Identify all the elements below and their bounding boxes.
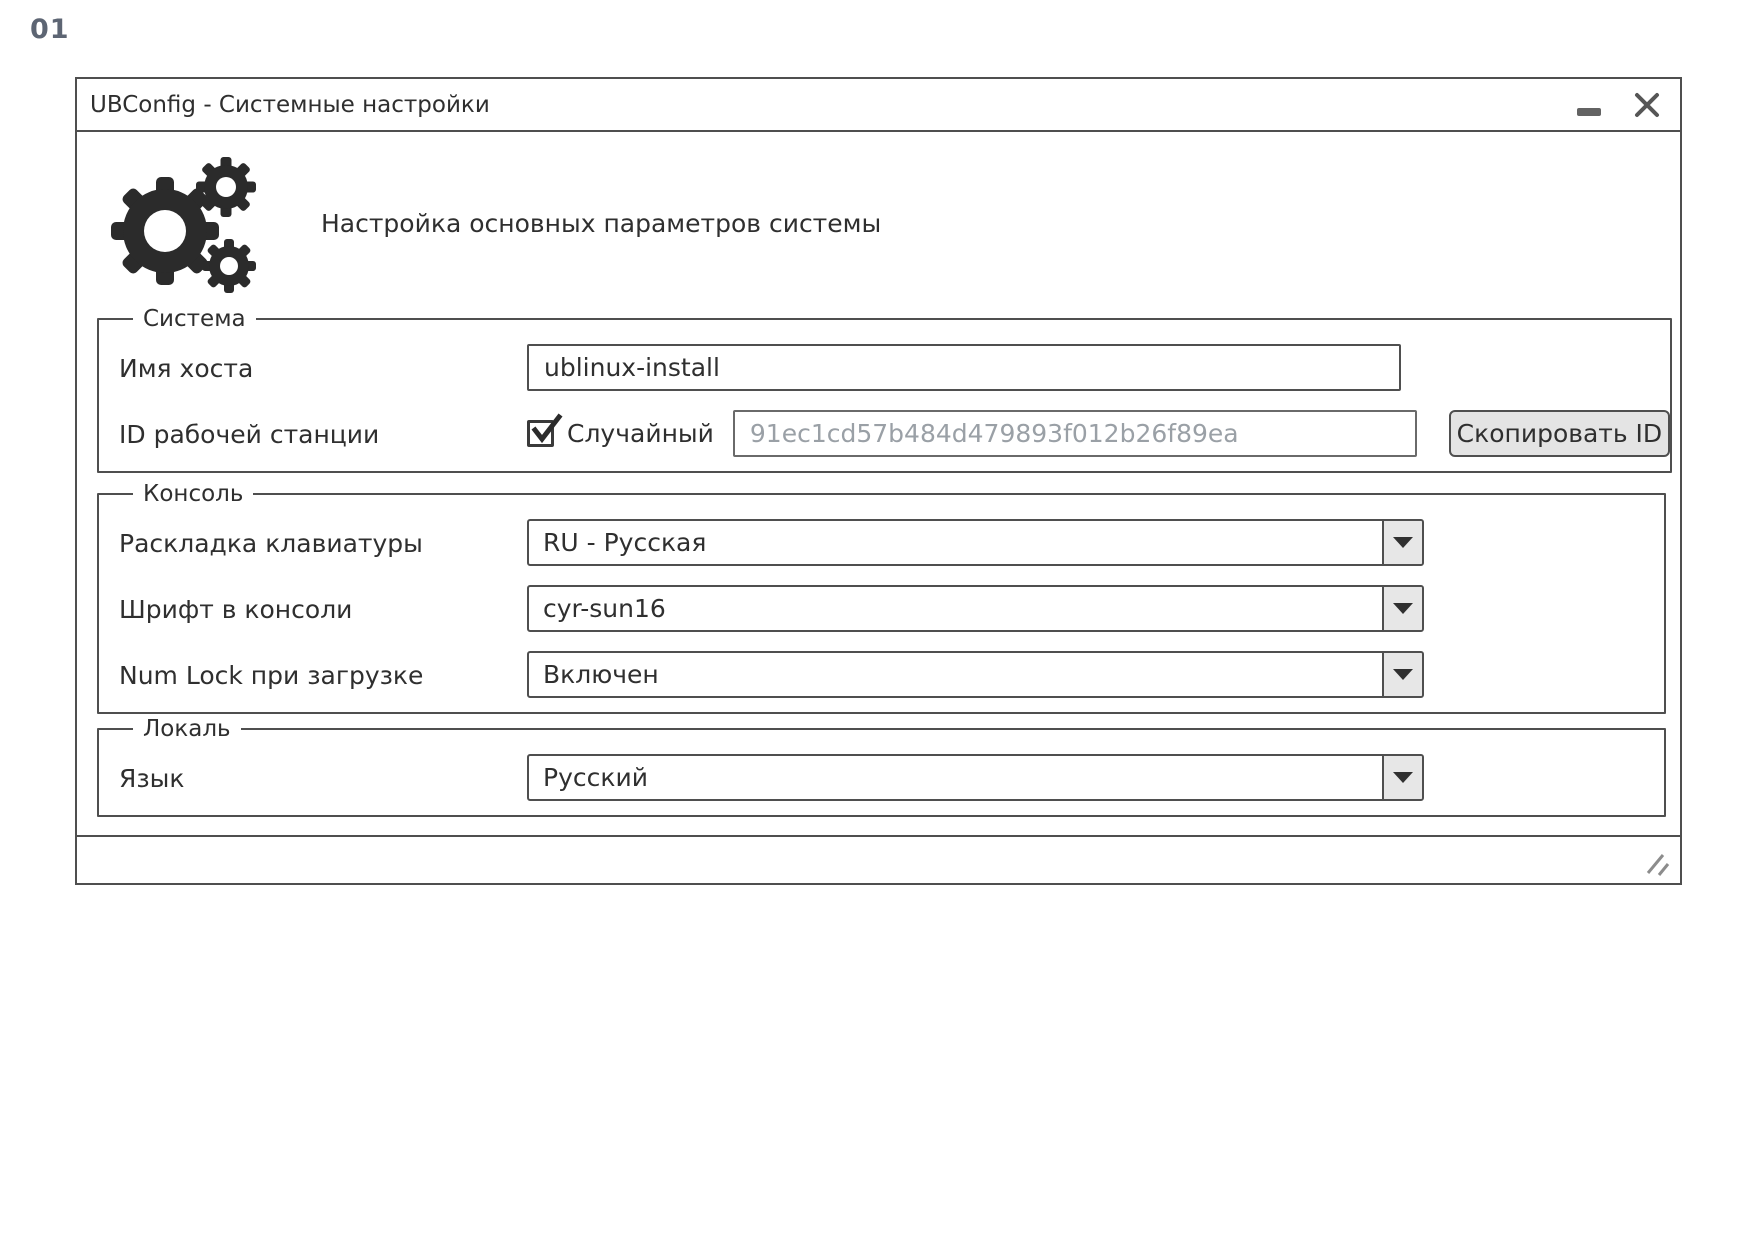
hostname-label: Имя хоста: [119, 354, 254, 383]
group-console-legend: Консоль: [143, 481, 244, 507]
minimize-icon: [1577, 108, 1601, 116]
console-font-select[interactable]: [527, 585, 1424, 632]
workstation-id-input[interactable]: [733, 410, 1417, 457]
random-id-checkbox-label[interactable]: Случайный: [567, 419, 714, 448]
resize-grip-icon[interactable]: [1644, 851, 1670, 877]
window-controls: [1576, 90, 1662, 120]
chevron-down-icon: [1393, 772, 1413, 783]
gears-icon: [107, 152, 259, 294]
dialog-subtitle: Настройка основных параметров системы: [321, 208, 882, 238]
numlock-select[interactable]: [527, 651, 1424, 698]
header-row: [107, 152, 1666, 294]
language-row: [119, 754, 1664, 801]
group-system: [97, 306, 1672, 473]
hostname-input[interactable]: [527, 344, 1401, 391]
dropdown-arrow-button[interactable]: [1382, 653, 1422, 696]
group-locale-legend: Локаль: [143, 716, 231, 742]
workstation-id-label: ID рабочей станции: [119, 420, 380, 449]
keyboard-layout-value: RU - Русская: [543, 528, 707, 557]
group-locale: [97, 716, 1666, 817]
dropdown-arrow-button[interactable]: [1382, 756, 1422, 799]
keyboard-layout-row: [119, 519, 1664, 566]
workstation-id-row: [119, 410, 1670, 457]
chevron-down-icon: [1393, 603, 1413, 614]
keyboard-layout-label: Раскладка клавиатуры: [119, 529, 423, 558]
title-bar: [77, 79, 1680, 132]
group-console: [97, 481, 1666, 714]
keyboard-layout-select[interactable]: [527, 519, 1424, 566]
hostname-row: [119, 344, 1670, 391]
chevron-down-icon: [1393, 669, 1413, 680]
numlock-label: Num Lock при загрузке: [119, 661, 424, 690]
figure-label: 01: [30, 14, 70, 45]
chevron-down-icon: [1393, 537, 1413, 548]
close-icon: [1633, 91, 1661, 119]
numlock-row: [119, 651, 1664, 698]
console-font-value: cyr-sun16: [543, 594, 666, 623]
language-select[interactable]: [527, 754, 1424, 801]
numlock-value: Включен: [543, 660, 659, 689]
checkmark-icon: [531, 414, 563, 446]
console-font-label: Шрифт в консоли: [119, 595, 353, 624]
console-font-row: [119, 585, 1664, 632]
random-id-checkbox[interactable]: [527, 420, 554, 447]
language-label: Язык: [119, 764, 185, 793]
dropdown-arrow-button[interactable]: [1382, 587, 1422, 630]
close-button[interactable]: [1632, 90, 1662, 120]
group-system-legend: Система: [143, 306, 246, 332]
status-bar: [77, 835, 1680, 883]
language-value: Русский: [543, 763, 648, 792]
window-title: UBConfig - Системные настройки: [90, 91, 490, 118]
copy-id-button[interactable]: Скопировать ID: [1449, 410, 1670, 457]
dropdown-arrow-button[interactable]: [1382, 521, 1422, 564]
minimize-button[interactable]: [1576, 92, 1602, 118]
ubconfig-window: [75, 77, 1682, 885]
window-content: [77, 132, 1680, 835]
